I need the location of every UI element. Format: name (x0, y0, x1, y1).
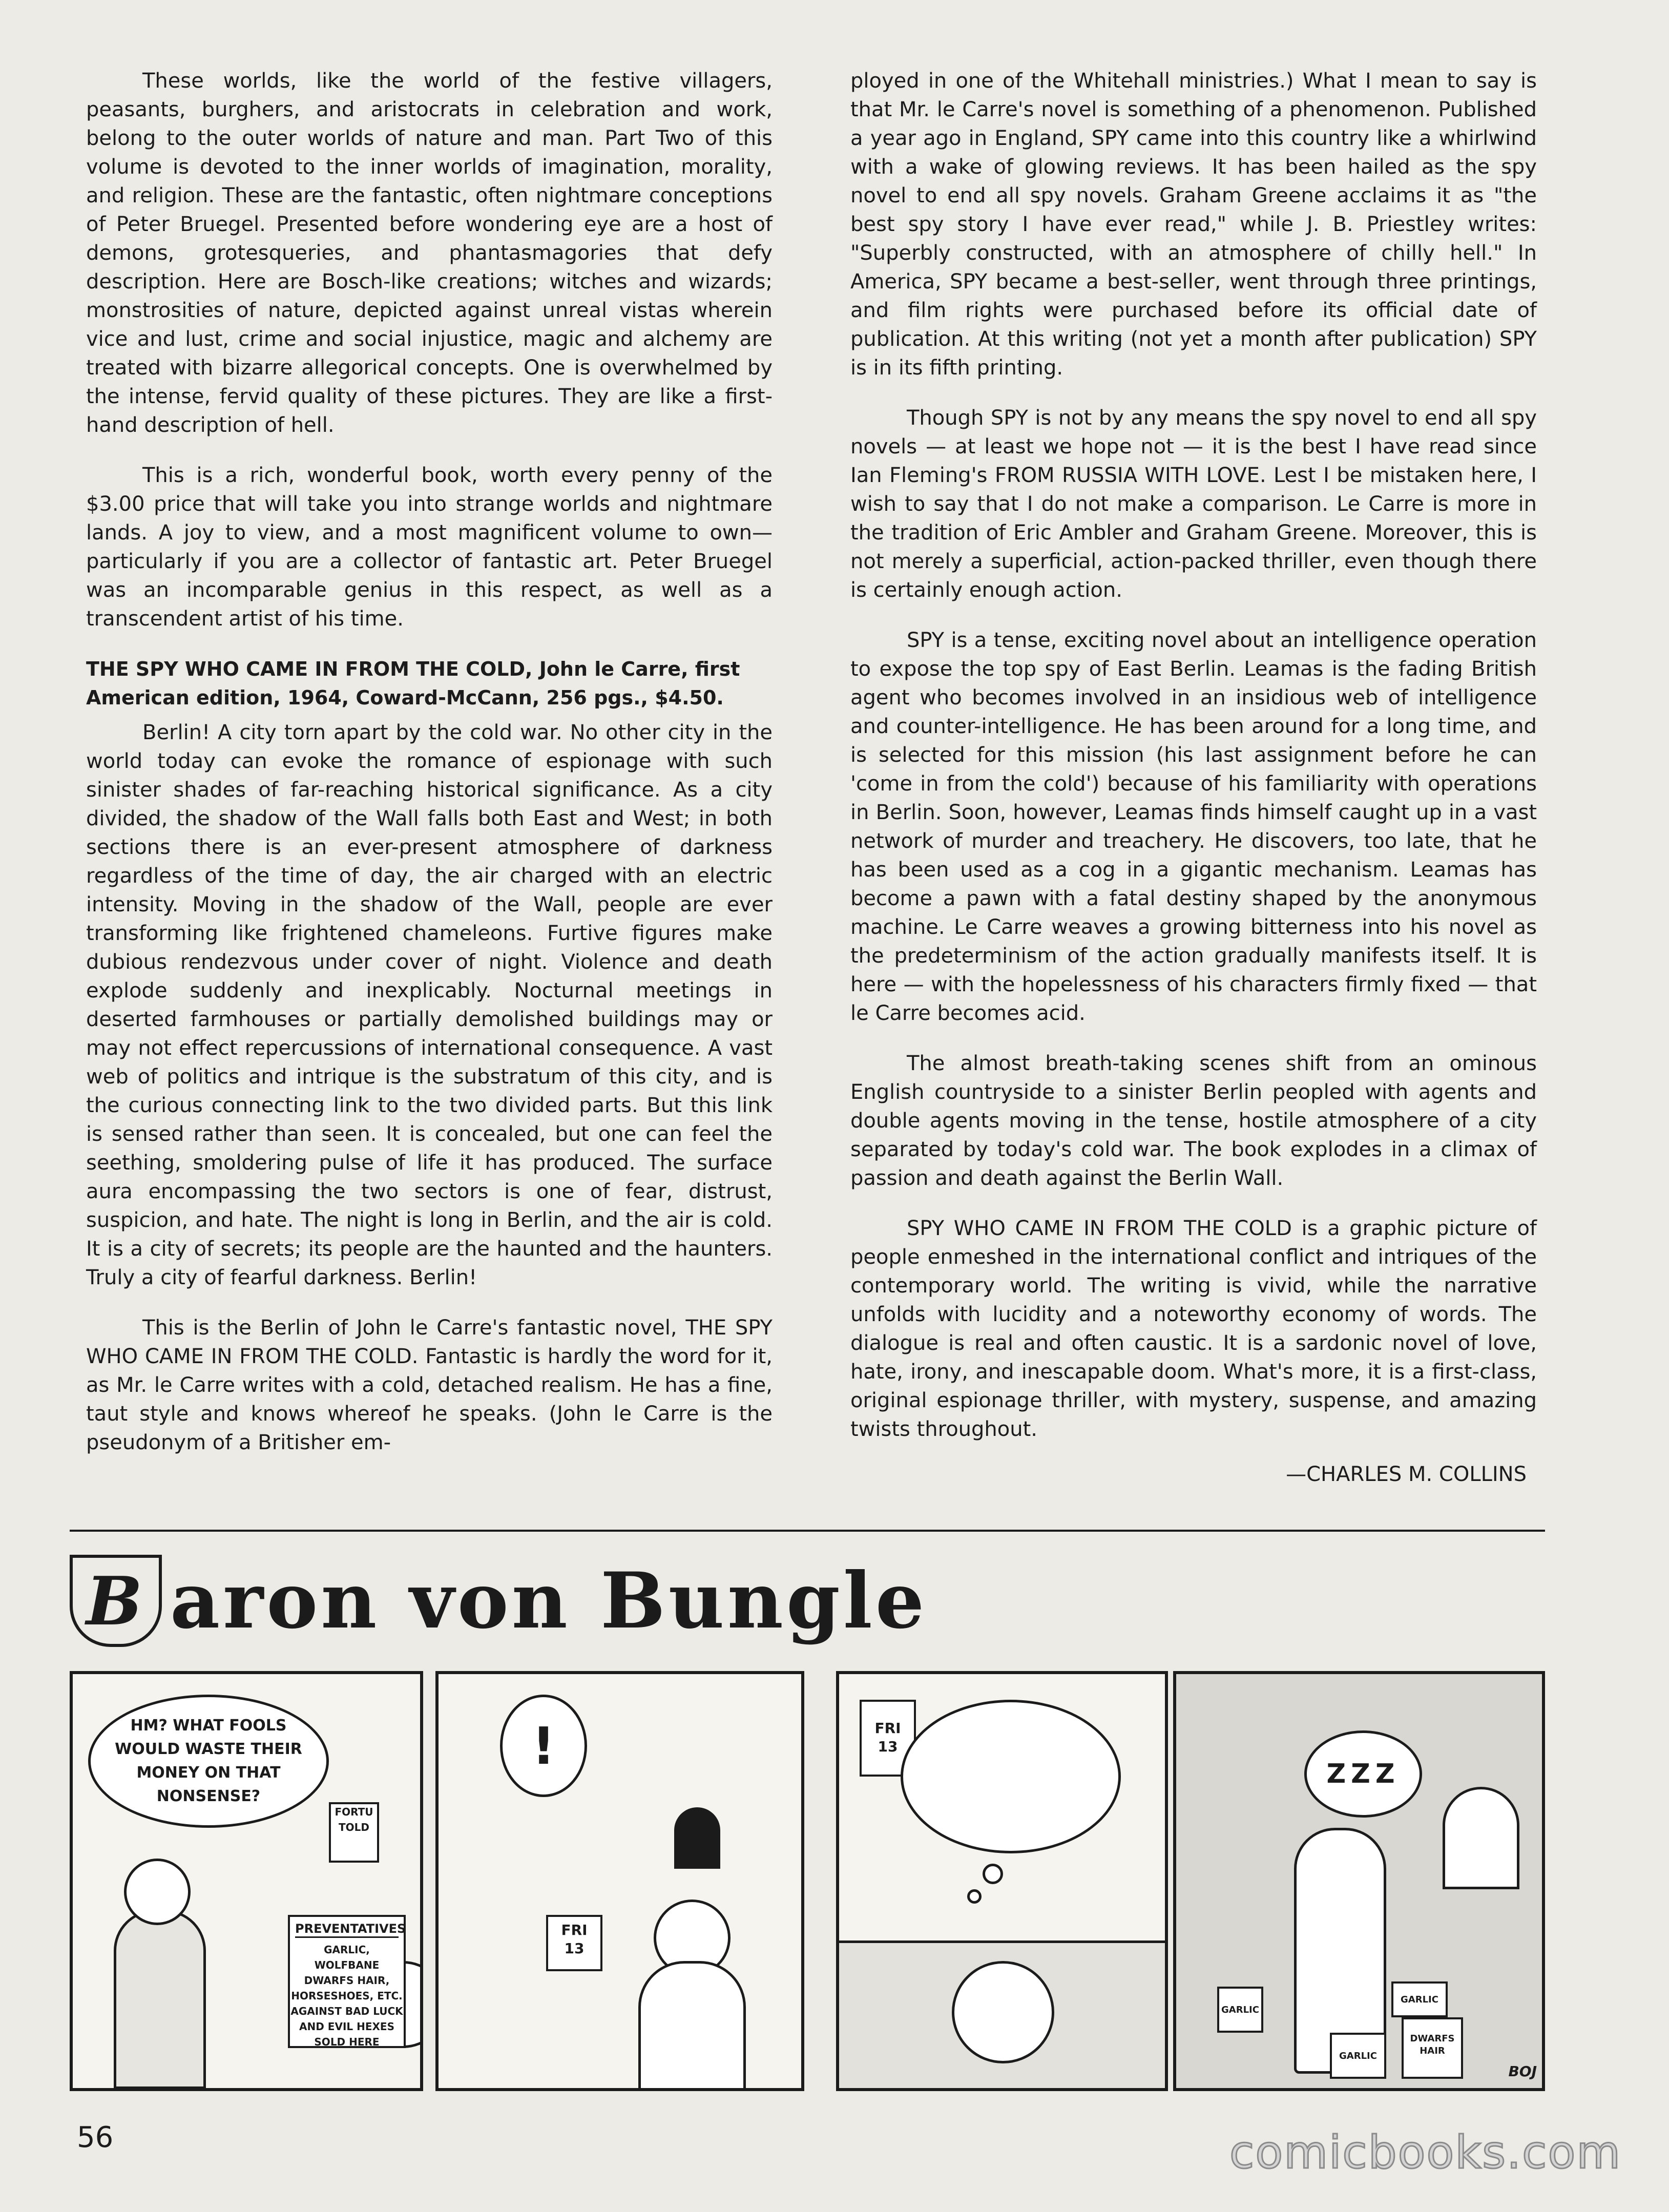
byline: —CHARLES M. COLLINS (1286, 1463, 1527, 1486)
calendar (546, 1915, 602, 1971)
sign-heading: PREVENTATIVES (295, 1921, 399, 1938)
thought-dot (967, 1889, 982, 1904)
comic-panel-4 (1173, 1671, 1545, 2091)
watermark: comicbooks.com (1229, 2126, 1622, 2179)
character-body (638, 1961, 746, 2091)
garlic-jar: GARLIC (1330, 2033, 1386, 2079)
calendar-date: 13 (878, 1738, 898, 1755)
title-crest: B (70, 1555, 162, 1647)
sign-body: GARLIC, WOLFBANE DWARFS HAIR, HORSESHOES, ETC. AGAINST BAD LUCK AND EVIL HEXES SOLD HERE (290, 1944, 403, 2048)
comic-panel-3 (836, 1671, 1168, 2091)
snore-balloon: ZZZ (1304, 1730, 1422, 1818)
calendar-day: FRI (561, 1922, 588, 1938)
comic-title (70, 1552, 927, 1650)
comic-panel-1 (70, 1671, 423, 2091)
paragraph: ployed in one of the Whitehall ministries.) What I mean to say is that Mr. le Carre's novel is something of a phenomenon. Published a year ago in England, SPY came into this country like a whirlwind with a wake of glowing reviews. It has been hailed as the spy novel to end all spy novels. Graham Greene acclaims it as "the best spy story I have ever read," while J. B. Priestley writes: "Superbly constructed, with an atmosphere of chilly hell." In America, SPY became a best-seller, went through three printings, and film rights were purchased before its official date of publication. At this writing (not yet a month after publication) SPY is in its fifth printing. (850, 69, 1537, 380)
dwarfs-hair-jar: DWARFS HAIR (1402, 2017, 1463, 2079)
speech-balloon: HM? WHAT FOOLS WOULD WASTE THEIR MONEY ON THAT NONSENSE? (88, 1695, 329, 1828)
garlic-jar: GARLIC (1391, 1981, 1448, 2017)
exclamation-balloon: ! (500, 1695, 587, 1797)
thought-dot (983, 1864, 1003, 1884)
paragraph: This is a rich, wonderful book, worth every penny of the $3.00 price that will take you into strange worlds and nightmare lands. A joy to view, and a most magnificent volume to own—particularly if you are a collector of fantastic art. Peter Bruegel was an incomparable genius in this respect, as well as a transcendent artist of his time. (86, 464, 773, 631)
divider (70, 1530, 1545, 1532)
character-head (124, 1859, 191, 1925)
character-figure (114, 1910, 206, 2089)
paragraph: These worlds, like the world of the festive villagers, peasants, burghers, and aristocrats in celebration and work, belong to the outer worlds of nature and man. Part Two of this volume is devoted to the inner worlds of imagination, morality, and religion. These are the fantastic, often nightmare conceptions of Peter Bruegel. Presented before wondering eye are a host of demons, grotesqueries, and phantasmagories that defy description. Here are Bosch-like creations; witches and wizards; monstrosities of nature, depicted against unreal vistas wherein vice and lust, crime and social injustice, magic and alchemy are treated with bizarre allegorical concepts. One is overwhelmed by the intense, fervid quality of these pictures. They are like a first-hand description of hell. (86, 69, 773, 437)
book-heading: THE SPY WHO CAME IN FROM THE COLD, John le Carre, first American edition, 1964, Coward-McCann, 256 pgs., $4.50. (86, 658, 740, 709)
garlic-jar: GARLIC (1217, 1987, 1263, 2033)
paragraph: Berlin! A city torn apart by the cold war. No other city in the world today can evoke the romance of espionage with such sinister shades of far-reaching historical significance. As a city divided, the shadow of the Wall falls both East and West; in both sections there is an ever-present atmosphere of darkness regardless of the time of day, the air charged with an electric intensity. Moving in the shadow of the Wall, people are ever transforming like frightened chameleons. Furtive figures make dubious rendezvous under cover of night. Violence and death explode suddenly and inexplicably. Nocturnal meetings in deserted farmhouses or partially demolished buildings may or may not effect repercussions of international consequence. A vast web of politics and intrique is the substratum of this city, and is the curious connecting link to the two divided parts. But this link is sensed rather than seen. It is concealed, but one can feel the seething, smoldering pulse of life it has produced. The surface aura encompassing the two sectors is one of fear, distrust, suspicion, and hate. The night is long in Berlin, and the air is cold. It is a city of secrets; its people are the haunted and the haunters. Truly a city of fearful darkness. Berlin! (86, 721, 773, 1289)
window-sunrise-icon (1443, 1787, 1519, 1889)
artist-signature: BOJ (1508, 2063, 1537, 2080)
paragraph: SPY is a tense, exciting novel about an intelligence operation to expose the top spy of East Berlin. Leamas is the fading British agent who becomes involved in an insidious web of intelligence and counter-intelligence. He has been around for a long time, and is selected for this mission (his last assignment before he can 'come in from the cold') because of his familiarity with operations in Berlin. Soon, however, Leamas finds himself caught up in a vast network of murder and treachery. He discovers, too late, that he has been used as a cog in a gigantic mechanism. Leamas has become a pawn with a fatal destiny shaped by the anonymous machine. Le Carre weaves a growing bitterness into his novel as the predeterminism of the action gradually manifests itself. It is here — with the hopelessness of his characters firmly fixed — that le Carre becomes acid. (850, 629, 1537, 1025)
preventatives-sign (288, 1915, 406, 2048)
paragraph: This is the Berlin of John le Carre's fantastic novel, THE SPY WHO CAME IN FROM THE COLD. Fantastic is hardly the word for it, as Mr. le Carre writes with a cold, detached realism. He has a fine, taut style and knows whereof he speaks. (John le Carre is the pseudonym of a Britisher em- (86, 1316, 773, 1454)
calendar-date: 13 (564, 1940, 585, 1957)
page-number: 56 (77, 2121, 114, 2154)
calendar-day: FRI (874, 1720, 901, 1737)
fortune-sign: FORTU TOLD (329, 1802, 379, 1863)
left-column (86, 67, 773, 1478)
title-text: aron von Bungle (170, 1556, 928, 1646)
moon-window-icon (674, 1807, 720, 1869)
paragraph: SPY WHO CAME IN FROM THE COLD is a graphic picture of people enmeshed in the international conflict and intriques of the contemporary world. The writing is vivid, while the narrative unfolds with lucidity and a noteworthy economy of words. The dialogue is real and often caustic. It is a sardonic novel of love, hate, irony, and inescapable doom. What's more, it is a first-class, original espionage thriller, with mystery, suspense, and amazing twists throughout. (850, 1217, 1537, 1441)
right-column (850, 67, 1537, 1489)
paragraph: Though SPY is not by any means the spy novel to end all spy novels — at least we hope not — it is the best I have read since Ian Fleming's FROM RUSSIA WITH LOVE. Lest I be mistaken here, I wish to say that I do not make a comparison. Le Carre is more in the tradition of Eric Ambler and Graham Greene. Moreover, this is not merely a superficial, action-packed thriller, even though there is certainly enough action. (850, 406, 1537, 602)
paragraph: The almost breath-taking scenes shift from an ominous English countryside to a sinister Berlin peopled with agents and double agents moving in the tense, hostile atmosphere of a city separated by today's cold war. The book explodes in a climax of passion and death against the Berlin Wall. (850, 1052, 1537, 1190)
comic-panel-2 (435, 1671, 804, 2091)
sleeper-head (952, 1961, 1054, 2063)
thought-bubble (901, 1700, 1121, 1853)
